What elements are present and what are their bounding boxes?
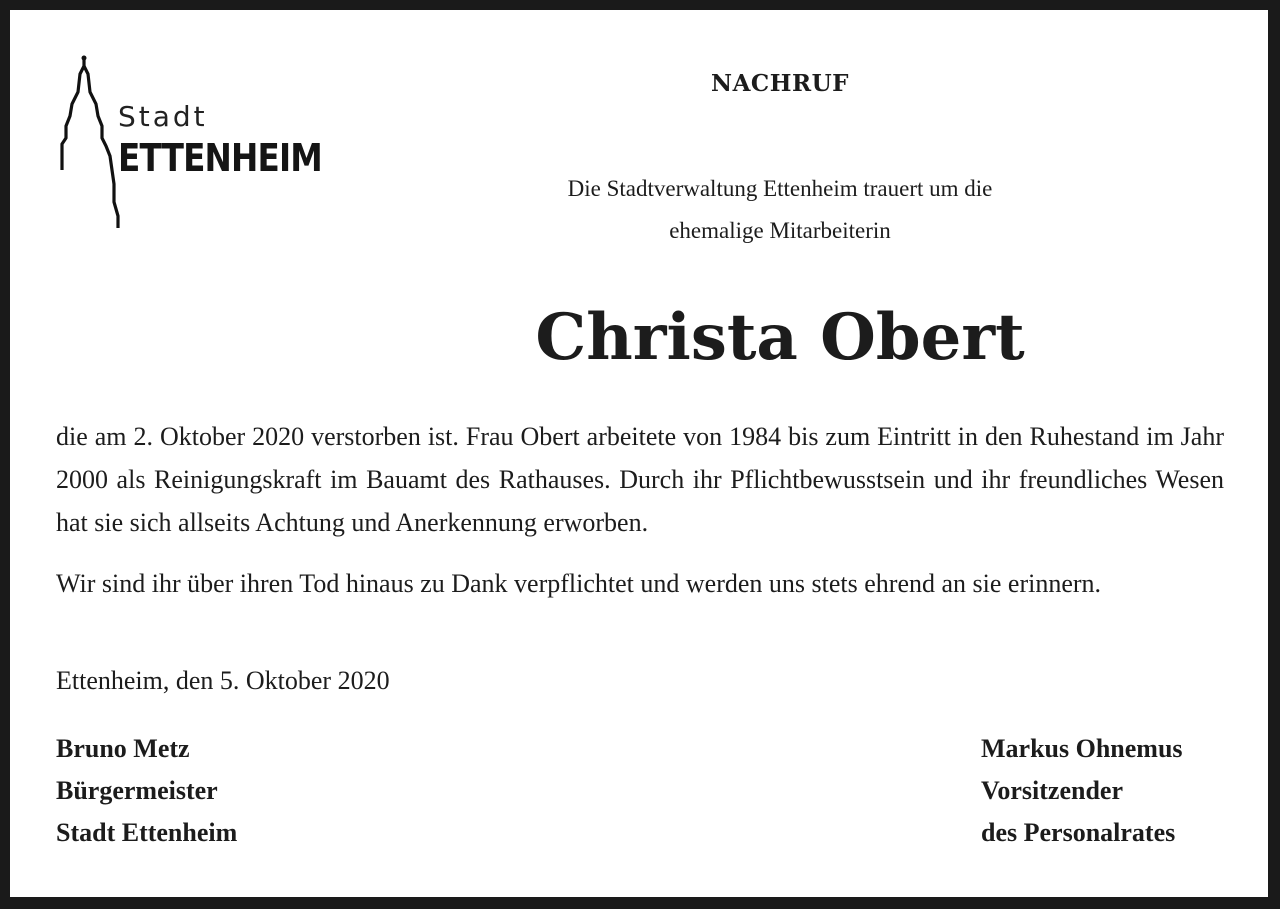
church-tower-icon (54, 52, 124, 232)
city-logo (54, 52, 324, 232)
body-paragraph-2: Wir sind ihr über ihren Tod hinaus zu Dank verpflichtet und werden uns stets ehrend an sie erinnern. (56, 569, 1102, 598)
intro-text (440, 168, 1120, 252)
signature-left (56, 728, 237, 854)
intro-line-2: ehemalige Mitarbeiterin (669, 218, 891, 243)
intro-line-1: Die Stadtverwaltung Ettenheim trauert um die (567, 176, 993, 201)
signature-left-name: Bruno Metz (56, 734, 190, 763)
deceased-name: Christa Obert (535, 300, 1025, 375)
signature-left-role: Bürgermeister (56, 776, 218, 805)
notice-heading: NACHRUF (711, 70, 849, 97)
signature-right-org: des Personalrates (981, 818, 1176, 847)
logo-city-name: ETTENHEIM (118, 136, 322, 180)
logo-stadt-text: Stadt (118, 100, 208, 133)
obituary-notice (10, 10, 1268, 897)
body-paragraph-1: die am 2. Oktober 2020 verstorben ist. Frau Obert arbeitete von 1984 bis zum Eintritt in den Ruhestand im Jahr 2000 als Reinigungskraft im Bauamt des Rathauses. Durch ihr Pflichtbewusstsein und ihr freundliches Wesen hat sie sich allseits Achtung und Anerkennung erworben. (56, 422, 1224, 537)
signature-right (981, 728, 1183, 854)
place-and-date: Ettenheim, den 5. Oktober 2020 (56, 666, 390, 695)
signature-right-role: Vorsitzender (981, 776, 1124, 805)
signature-right-name: Markus Ohnemus (981, 734, 1183, 763)
signature-left-org: Stadt Ettenheim (56, 818, 238, 847)
